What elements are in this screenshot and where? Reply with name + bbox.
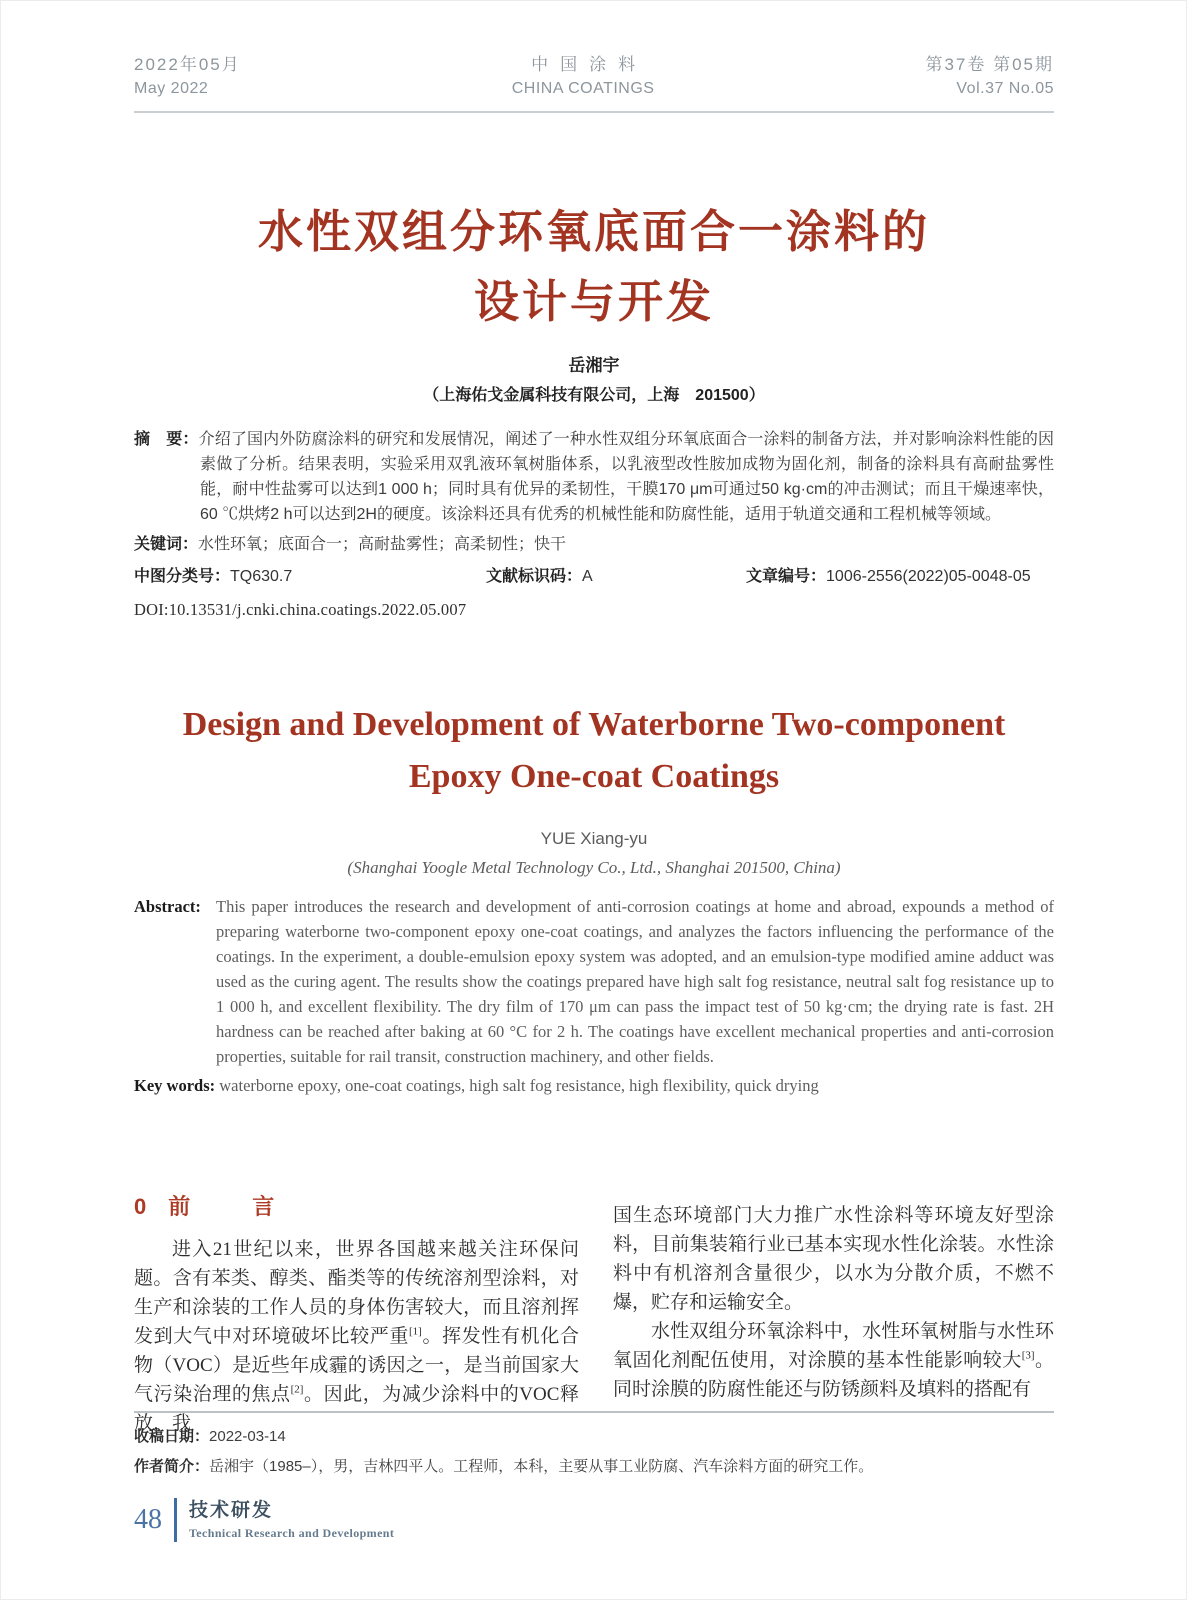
body-paragraph-1: 进入21世纪以来，世界各国越来越关注环保问题。含有苯类、醇类、酯类等的传统溶剂型涂料，对生产和涂装的工作人员的身体伤害较大，而且溶剂挥发到大气中对环境破坏比较严重[1]。挥发性有机化合物（VOC）是近些年成霾的诱因之一，是当前国家大气污染治理的焦点[2]。因此，为减少涂料中的VOC释放，我 <box>134 1239 579 1434</box>
footer-section-en: Technical Research and Development <box>189 1526 395 1540</box>
section-0-title: 前 言 <box>168 1194 295 1219</box>
abstract-cn <box>134 427 1054 527</box>
abstract-en-text: This paper introduces the research and development of anti-corrosion coatings at home and abroad, expounds a method of preparing waterborne two-component epoxy one-coat coatings, and analyzes the factors influencing the performance of the coatings. In the experiment, a double-emulsion epoxy system was adopted, and an emulsion-type modified amine adduct was used as the curing agent. The results show the coatings prepared have high salt fog resistance, neutral salt fog resistance up to 1 000 h, and excellent flexibility. The dry film of 170 μm can pass the impact test of 50 kg·cm; the drying rate is fast. 2H hardness can be reached after baking at 60 °C for 2 h. The coatings have excellent mechanical properties and anti-corrosion properties, suitable for rail transit, construction machinery, and other fields. <box>216 897 1054 1066</box>
page-footer <box>134 1498 1054 1542</box>
journal-name-cn: 中国涂料 <box>531 55 648 74</box>
page-number: 48 <box>134 1504 162 1535</box>
abstract-cn-label: 摘 要： <box>134 431 199 448</box>
article-title-cn-line2: 设计与开发 <box>473 276 714 327</box>
keywords-cn-text: 水性环氧；底面合一；高耐盐雾性；高柔韧性；快干 <box>198 536 567 553</box>
author-en: YUE Xiang-yu <box>540 829 648 848</box>
article-title-cn <box>134 197 1054 337</box>
abstract-en <box>134 894 1054 1069</box>
clc-number: 中图分类号：TQ630.7 <box>134 568 293 585</box>
header-volume-en: Vol.37 No.05 <box>956 80 1054 97</box>
section-0-heading <box>134 1193 579 1221</box>
keywords-en-label: Key words: <box>134 1076 216 1095</box>
body-column-right <box>613 1201 1054 1404</box>
article-title-en-line1: Design and Development of Waterborne Two-component <box>182 706 1006 743</box>
footer-divider <box>174 1498 177 1542</box>
journal-name <box>512 53 655 101</box>
footer-section <box>189 1499 394 1541</box>
body-column-left <box>134 1193 579 1438</box>
keywords-en <box>134 1073 1054 1098</box>
header-volume <box>925 53 1054 101</box>
body-paragraph-1-continued: 国生态环境部门大力推广水性涂料等环境友好型涂料，目前集装箱行业已基本实现水性化涂装。水性涂料中有机溶剂含量很少，以水为分散介质，不燃不爆，贮存和运输安全。 <box>613 1205 1054 1313</box>
footnote <box>134 1411 1054 1486</box>
article-title-cn-line1: 水性双组分环氧底面合一涂料的 <box>257 206 930 257</box>
abstract-en-label: Abstract: <box>134 897 201 916</box>
affiliation-en: (Shanghai Yoogle Metal Technology Co., Ltd., Shanghai 201500, China) <box>347 858 841 877</box>
header-date <box>134 53 241 101</box>
header-volume-cn: 第37卷 第05期 <box>925 55 1054 74</box>
journal-header <box>134 53 1054 113</box>
section-0-number: 0 <box>134 1194 147 1219</box>
article-title-en <box>134 699 1054 803</box>
keywords-en-text: waterborne epoxy, one-coat coatings, high salt fog resistance, high flexibility, quick drying <box>219 1076 819 1095</box>
document-code: 文献标识码：A <box>486 568 593 585</box>
article-id: 文章编号：1006-2556(2022)05-0048-05 <box>746 568 1031 585</box>
keywords-cn <box>134 532 1054 557</box>
keywords-cn-label: 关键词： <box>134 536 199 553</box>
doi: DOI:10.13531/j.cnki.china.coatings.2022.05.007 <box>134 600 467 619</box>
header-date-en: May 2022 <box>134 80 209 97</box>
header-date-cn: 2022年05月 <box>134 55 241 74</box>
received-date: 收稿日期：2022-03-14 <box>134 1428 286 1445</box>
author-bio: 作者简介：岳湘宇（1985–），男，吉林四平人。工程师，本科，主要从事工业防腐、汽车涂料方面的研究工作。 <box>134 1458 874 1475</box>
author-cn: 岳湘宇 <box>568 356 620 375</box>
meta-row <box>134 563 1054 585</box>
article-title-en-line2: Epoxy One-coat Coatings <box>408 758 780 795</box>
body-paragraph-2: 水性双组分环氧涂料中，水性环氧树脂与水性环氧固化剂配伍使用，对涂膜的基本性能影响较大[3]。同时涂膜的防腐性能还与防锈颜料及填料的搭配有 <box>613 1321 1054 1400</box>
footer-section-cn: 技术研发 <box>189 1500 274 1521</box>
journal-name-en: CHINA COATINGS <box>511 80 655 97</box>
affiliation-cn: （上海佑戈金属科技有限公司，上海 201500） <box>423 387 765 404</box>
abstract-cn-text: 介绍了国内外防腐涂料的研究和发展情况，阐述了一种水性双组分环氧底面合一涂料的制备方法，并对影响涂料性能的因素做了分析。结果表明，实验采用双乳液环氧树脂体系，以乳液型改性胺加成物为固化剂，制备的涂料具有高耐盐雾性能，耐中性盐雾可以达到1 000 h；同时具有优异的柔韧性，干膜170 μm可通过50 kg·cm的冲击测试；而且干燥速率快，60 ℃烘烤2 h可以达到2H的硬度。该涂料还具有优秀的机械性能和防腐性能，适用于轨道交通和工程机械等领域。 <box>198 431 1054 523</box>
